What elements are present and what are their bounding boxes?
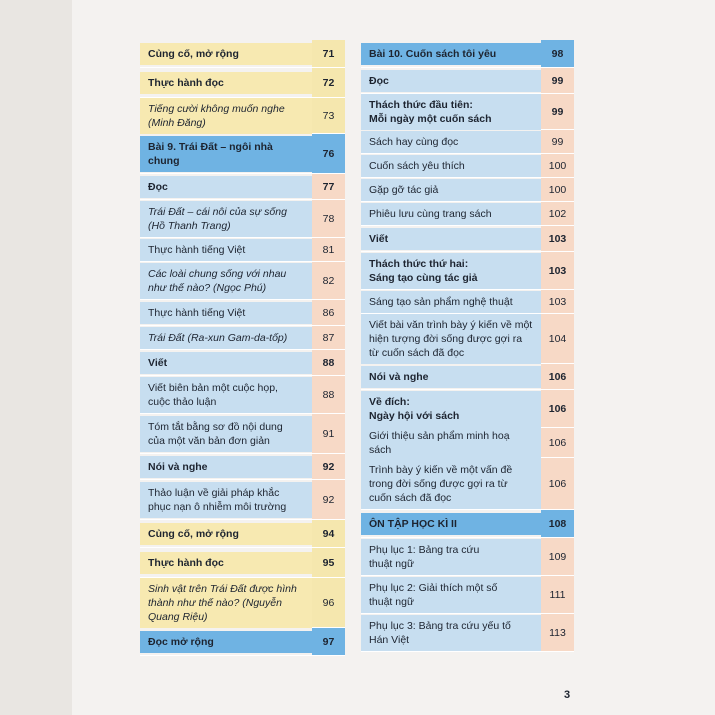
toc-entry-title: Phụ lục 1: Bảng tra cứu thuật ngữ	[361, 539, 541, 575]
toc-entry	[361, 364, 574, 390]
toc-entry-page: 99	[541, 130, 574, 153]
toc-entry	[361, 538, 574, 576]
toc-entry-title: Củng cố, mở rộng	[140, 43, 312, 65]
toc-entry	[361, 252, 574, 290]
toc-entry-page: 97	[312, 628, 345, 655]
toc-entry-page: 76	[312, 134, 345, 173]
toc-entry-title: Thảo luận về giải pháp khắc phục nạn ô nhiễm môi trường	[140, 482, 312, 518]
toc-entry	[140, 548, 345, 578]
toc-entry-page: 92	[312, 480, 345, 519]
toc-entry	[361, 576, 574, 614]
toc-entry-title: Trái Đất (Ra-xun Gam-da-tốp)	[140, 327, 312, 349]
toc-entry-title: Gặp gỡ tác giả	[361, 179, 541, 201]
toc-entry-title: Thách thức đầu tiên: Mỗi ngày một cuốn sách	[361, 94, 541, 130]
toc-entry-title: Thực hành đọc	[140, 552, 312, 574]
toc-entry	[140, 628, 345, 656]
toc-entry-title: Cuốn sách yêu thích	[361, 155, 541, 177]
toc-entry	[361, 614, 574, 652]
toc-entry-page: 77	[312, 174, 345, 199]
page-number: 3	[564, 689, 571, 701]
toc-entry-title: Củng cố, mở rộng	[140, 523, 312, 545]
toc-entry-page: 103	[541, 290, 574, 313]
toc-entry-page: 109	[541, 538, 574, 575]
toc-entry	[140, 454, 345, 480]
toc-entry-page: 113	[541, 614, 574, 651]
toc-entry-title: Phụ lục 3: Bảng tra cứu yếu tố Hán Việt	[361, 615, 541, 651]
toc-entry-title: Trái Đất – cái nôi của sự sống (Hồ Thanh Trang)	[140, 201, 312, 237]
toc-entry-title: Viết bài văn trình bày ý kiến về một hiện tượng đời sống được gợi ra từ cuốn sách đã đọc	[361, 314, 541, 364]
toc-entry-title: Viết biên bản một cuộc họp, cuộc thảo luận	[140, 377, 312, 413]
toc-entry	[361, 458, 574, 510]
toc-entry-title: Sách hay cùng đọc	[361, 131, 541, 153]
toc-entry-page: 72	[312, 68, 345, 97]
toc-left-column	[140, 40, 345, 656]
toc-entry-title: ÔN TẬP HỌC KÌ II	[361, 513, 541, 535]
toc-entry-page: 106	[541, 458, 574, 509]
toc-entry	[140, 350, 345, 376]
toc-entry	[361, 94, 574, 130]
toc-entry	[140, 238, 345, 262]
toc-entry	[361, 314, 574, 364]
toc-entry-page: 71	[312, 40, 345, 67]
toc-entry-title: Nói và nghe	[361, 366, 541, 388]
toc-entry	[140, 300, 345, 326]
toc-entry-title: Bài 9. Trái Đất – ngôi nhà chung	[140, 136, 312, 172]
toc-entry-title: Viết	[140, 352, 312, 374]
toc-entry-title: Nói và nghe	[140, 456, 312, 478]
toc-entry	[140, 68, 345, 98]
toc-entry-title: Phiêu lưu cùng trang sách	[361, 203, 541, 225]
toc-entry-page: 88	[312, 376, 345, 413]
toc-entry-title: Bài 10. Cuốn sách tôi yêu	[361, 43, 541, 65]
toc-entry-page: 103	[541, 226, 574, 251]
toc-entry-page: 92	[312, 454, 345, 479]
toc-entry-page: 99	[541, 68, 574, 93]
toc-entry-page: 98	[541, 40, 574, 67]
toc-entry-page: 81	[312, 238, 345, 261]
toc-entry-title: Trình bày ý kiến về một vấn đề trong đời sống được gợi ra từ cuốn sách đã đọc	[361, 459, 541, 509]
toc-entry-page: 87	[312, 326, 345, 349]
toc-entry-page: 106	[541, 428, 574, 457]
toc-entry	[140, 40, 345, 68]
toc-entry-page: 82	[312, 262, 345, 299]
toc-entry-title: Thực hành đọc	[140, 72, 312, 94]
toc-entry-page: 106	[541, 364, 574, 389]
toc-entry	[140, 174, 345, 200]
toc-entry	[361, 154, 574, 178]
toc-entry	[140, 578, 345, 628]
toc-right-column	[361, 40, 574, 652]
toc-entry-page: 103	[541, 252, 574, 289]
toc-entry-page: 99	[541, 94, 574, 129]
toc-entry	[140, 326, 345, 350]
toc-entry-page: 108	[541, 510, 574, 537]
toc-entry	[140, 376, 345, 414]
toc-entry	[140, 262, 345, 300]
toc-entry	[361, 178, 574, 202]
toc-entry	[361, 428, 574, 458]
toc-entry-title: Sinh vật trên Trái Đất được hình thành như thế nào? (Nguyễn Quang Riệu)	[140, 578, 312, 628]
toc-entry	[361, 202, 574, 226]
toc-entry-title: Đọc mở rộng	[140, 631, 312, 653]
toc-entry	[361, 226, 574, 252]
toc-entry	[361, 130, 574, 154]
toc-entry-page: 95	[312, 548, 345, 577]
toc-entry-page: 100	[541, 178, 574, 201]
toc-entry-title: Giới thiệu sản phẩm minh hoạ sách	[361, 425, 541, 461]
toc-entry-page: 88	[312, 350, 345, 375]
toc-entry-title: Các loài chung sống với nhau như thế nào? (Ngọc Phú)	[140, 263, 312, 299]
toc-entry-title: Về đích: Ngày hội với sách	[361, 391, 541, 427]
toc-entry-page: 106	[541, 390, 574, 427]
toc-entry	[361, 68, 574, 94]
toc-entry	[140, 520, 345, 548]
toc-entry-page: 111	[541, 576, 574, 613]
toc-entry	[140, 414, 345, 454]
toc-entry-page: 94	[312, 520, 345, 547]
toc-entry-title: Phụ lục 2: Giải thích một số thuật ngữ	[361, 577, 541, 613]
toc-entry-title: Viết	[361, 228, 541, 250]
toc-entry-title: Tóm tắt bằng sơ đồ nội dung của một văn bản đơn giản	[140, 416, 312, 452]
toc-entry-page: 86	[312, 300, 345, 325]
toc-entry-page: 104	[541, 314, 574, 363]
toc-entry-page: 78	[312, 200, 345, 237]
toc-entry	[140, 98, 345, 134]
toc-entry-title: Đọc	[140, 176, 312, 198]
toc-entry-page: 91	[312, 414, 345, 453]
toc-entry	[140, 134, 345, 174]
toc-entry-title: Thực hành tiếng Việt	[140, 302, 312, 324]
toc-entry	[361, 290, 574, 314]
toc-entry-page: 100	[541, 154, 574, 177]
toc-entry-title: Thách thức thứ hai: Sáng tạo cùng tác giả	[361, 253, 541, 289]
toc-entry-title: Tiếng cười không muốn nghe (Minh Đăng)	[140, 98, 312, 134]
toc-entry-title: Thực hành tiếng Việt	[140, 239, 312, 261]
toc-entry	[140, 480, 345, 520]
toc-entry	[361, 40, 574, 68]
toc-entry-page: 73	[312, 98, 345, 133]
toc-entry	[361, 390, 574, 428]
toc-entry-page: 96	[312, 578, 345, 627]
toc-entry-page: 102	[541, 202, 574, 225]
toc-entry	[361, 510, 574, 538]
toc-entry	[140, 200, 345, 238]
toc-entry-title: Sáng tạo sản phẩm nghệ thuật	[361, 291, 541, 313]
toc-entry-title: Đọc	[361, 70, 541, 92]
